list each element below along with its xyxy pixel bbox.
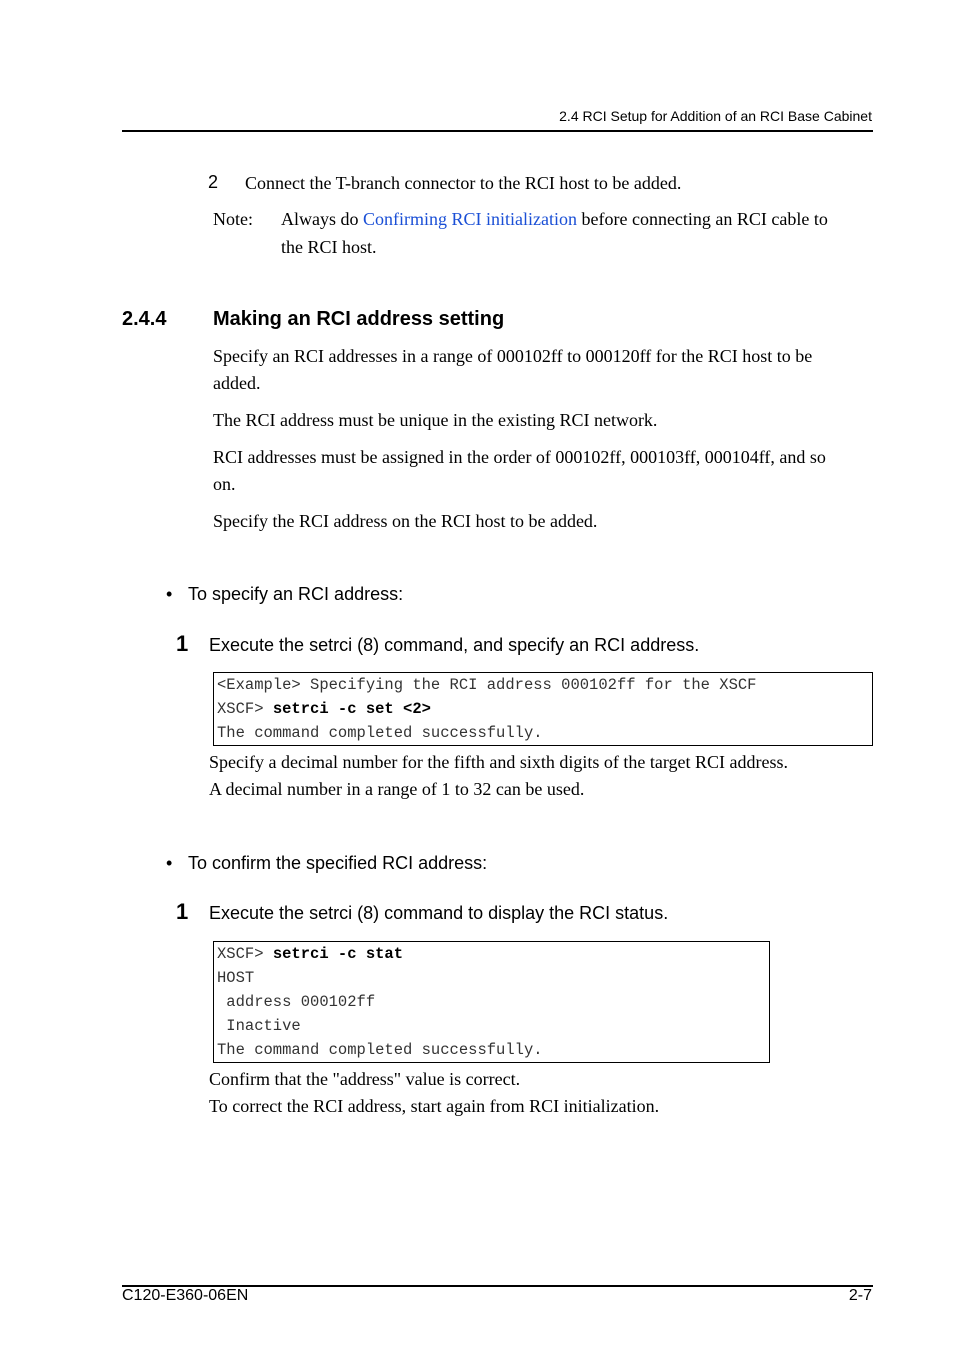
step-explanation: Confirm that the "address" value is correct. To correct the RCI address, start again from RCI initialization.: [209, 1069, 660, 1116]
step-number: 1: [176, 899, 189, 924]
code-line: XSCF> setrci -c stat: [217, 945, 404, 963]
note-text: Always do Confirming RCI initialization before connecting an RCI cable to: [281, 209, 828, 229]
page-number: 2-7: [848, 1287, 872, 1304]
bullet-marker: •: [166, 584, 173, 604]
step-number: 2: [208, 172, 219, 192]
note-text-line2: the RCI host.: [281, 237, 377, 257]
running-header: 2.4 RCI Setup for Addition of an RCI Base Cabinet: [559, 108, 872, 124]
code-line: address 000102ff: [217, 993, 376, 1011]
section-title: Making an RCI address setting: [213, 308, 505, 330]
step-text: Execute the setrci (8) command to display the RCI status.: [209, 903, 669, 923]
paragraph: The RCI address must be unique in the existing RCI network.: [213, 410, 658, 430]
code-line: XSCF> setrci -c set <2>: [217, 700, 431, 718]
bullet-marker: •: [166, 853, 173, 873]
confirming-rci-initialization-link[interactable]: Confirming RCI initialization: [363, 209, 577, 229]
procedure-heading: To confirm the specified RCI address:: [188, 853, 488, 873]
paragraph: RCI addresses must be assigned in the order of 000102ff, 000103ff, 000104ff, and so on.: [213, 447, 826, 494]
section-number: 2.4.4: [122, 308, 167, 330]
code-line: The command completed successfully.: [217, 724, 543, 742]
step-text: Connect the T-branch connector to the RCI host to be added.: [245, 173, 682, 193]
code-line: HOST: [217, 969, 255, 987]
code-example-box: [213, 672, 873, 746]
procedure-heading: To specify an RCI address:: [188, 584, 404, 604]
step-number: 1: [176, 631, 189, 656]
note-label: Note:: [213, 209, 253, 229]
step-explanation: Specify a decimal number for the fifth and sixth digits of the target RCI address. A decimal number in a range of 1 to 32 can be used.: [209, 752, 789, 799]
document-id: C120-E360-06EN: [122, 1287, 249, 1304]
code-line: Inactive: [217, 1017, 301, 1035]
step-text: Execute the setrci (8) command, and specify an RCI address.: [209, 635, 700, 655]
paragraph: Specify the RCI address on the RCI host to be added.: [213, 511, 598, 531]
header-rule: [122, 130, 873, 132]
code-output-box: [213, 941, 770, 1063]
code-line: <Example> Specifying the RCI address 000102ff for the XSCF: [217, 676, 757, 694]
code-line: The command completed successfully.: [217, 1041, 543, 1059]
paragraph: Specify an RCI addresses in a range of 000102ff to 000120ff for the RCI host to be added.: [213, 346, 813, 393]
